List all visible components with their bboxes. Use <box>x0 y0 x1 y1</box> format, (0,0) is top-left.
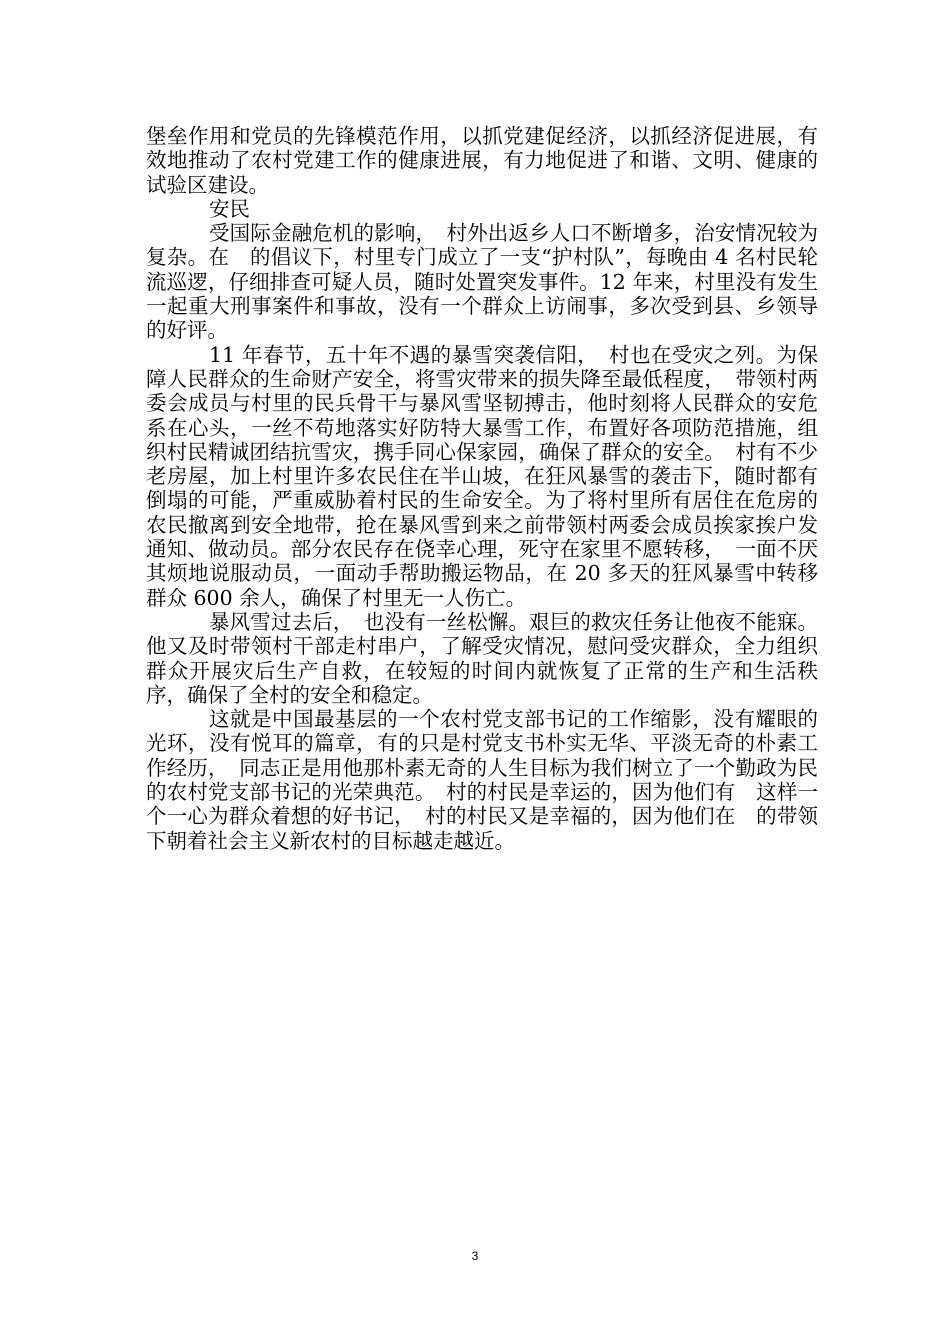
paragraph-2: 受国际金融危机的影响， 村外出返乡人口不断增多，治安情况较为复杂。在 的倡议下，村里专门成立了一支“护村队”，每晚由 4 名村民轮流巡逻，仔细排查可疑人员，随时处置突发事件。12 年来，村里没有发生一起重大刑事案件和事故，没有一个群众上访闹事，多次受到县、乡领导的好评。 <box>146 221 818 343</box>
section-heading-anmin: 安民 <box>209 196 250 221</box>
paragraph-3: 11 年春节，五十年不遇的暴雪突袭信阳， 村也在受灾之列。为保障人民群众的生命财产安全，将雪灾带来的损失降至最低程度， 带领村两委会成员与村里的民兵骨干与暴风雪坚韧搏击，他时刻将人民群众的安危系在心头，一丝不苟地落实好防特大暴雪工作，布置好各项防范措施，组织村民精诚团结抗雪灾，携手同心保家园，确保了群众的安全。 村有不少老房屋，加上村里许多农民住在半山坡，在狂风暴雪的袭击下，随时都有倒塌的可能，严重威胁着村民的生命安全。为了将村里所有居住在危房的农民撤离到安全地带，抢在暴风雪到来之前带领村两委会成员挨家挨户发通知、做动员。部分农民存在侥幸心理，死守在家里不愿转移， 一面不厌其烦地说服动员，一面动手帮助搬运物品，在 20 多天的狂风暴雪中转移群众 600 余人，确保了村里无一人伤亡。 <box>146 342 818 610</box>
document-body <box>146 124 818 853</box>
paragraph-1: 堡垒作用和党员的先锋模范作用，以抓党建促经济，以抓经济促进展，有效地推动了农村党建工作的健康进展，有力地促进了和谐、文明、健康的试验区建设。 <box>146 124 818 197</box>
page-number: 3 <box>471 1249 479 1263</box>
paragraph-5: 这就是中国最基层的一个农村党支部书记的工作缩影，没有耀眼的光环，没有悦耳的篇章，有的只是村党支书朴实无华、平淡无奇的朴素工作经历， 同志正是用他那朴素无奇的人生目标为我们树立了一个勤政为民的农村党支部书记的光荣典范。 村的村民是幸运的，因为他们有 这样一个一心为群众着想的好书记， 村的村民又是幸福的，因为他们在 的带领下朝着社会主义新农村的目标越走越近。 <box>146 707 818 853</box>
paragraph-4: 暴风雪过去后， 也没有一丝松懈。艰巨的救灾任务让他夜不能寐。他又及时带领村干部走村串户，了解受灾情况，慰问受灾群众，全力组织群众开展灾后生产自救，在较短的时间内就恢复了正常的生产和生活秩序，确保了全村的安全和稳定。 <box>146 609 818 707</box>
